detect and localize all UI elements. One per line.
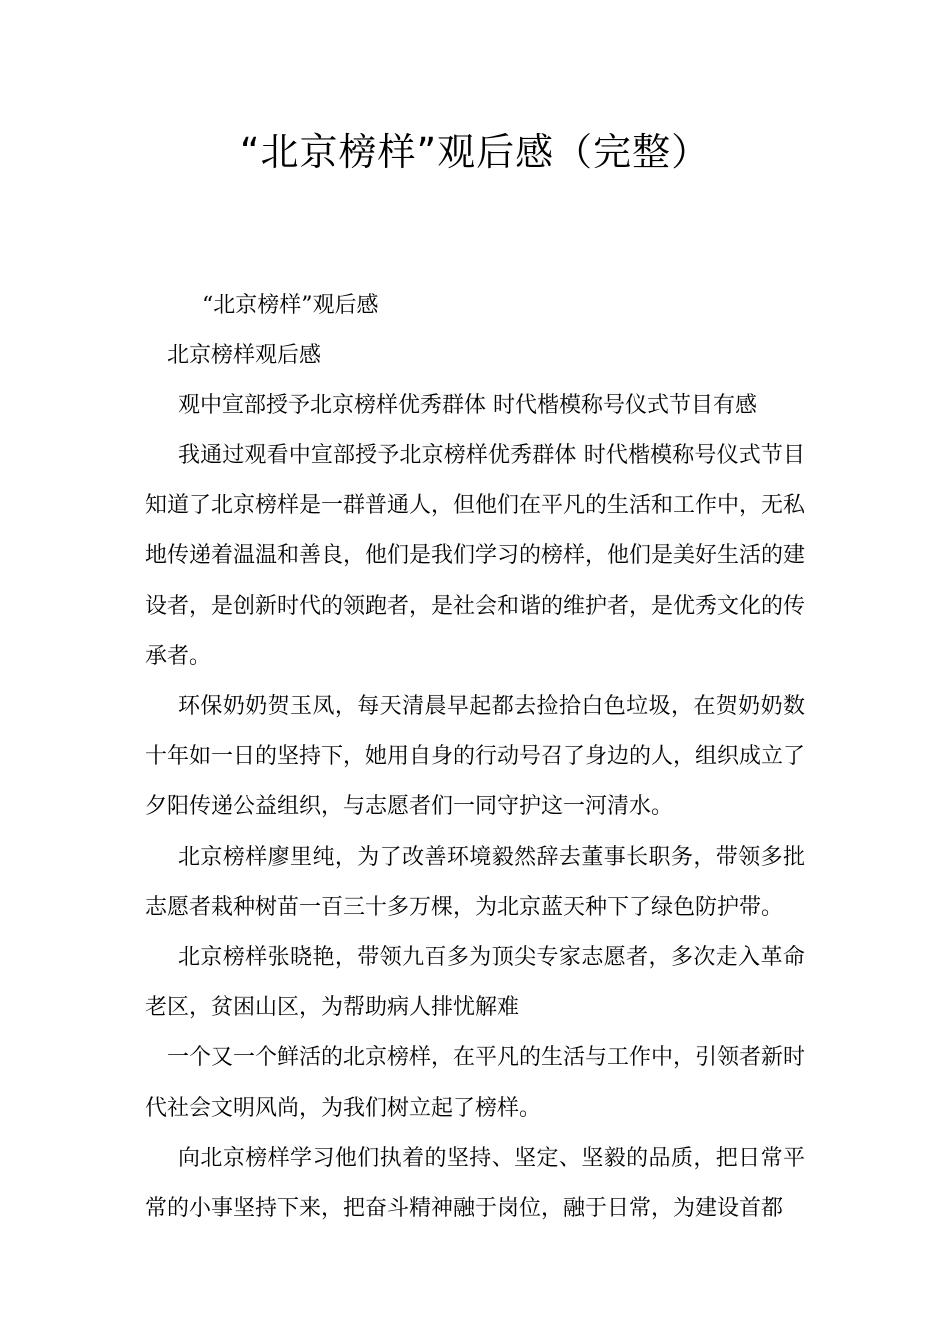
paragraph: 一个又一个鲜活的北京榜样，在平凡的生活与工作中，引领者新时代社会文明风尚，为我们树立起了榜样。 <box>145 1045 806 1121</box>
paragraph: 北京榜样廖里纯，为了改善环境毅然辞去董事长职务，带领多批志愿者栽种树苗一百三十多万棵，为北京蓝天种下了绿色防护带。 <box>145 844 805 920</box>
paragraph: 北京榜样张晓艳，带领九百多为顶尖专家志愿者，多次走入革命老区，贫困山区，为帮助病人排忧解难 <box>145 945 805 1021</box>
paragraph: 向北京榜样学习他们执着的坚持、坚定、坚毅的品质，把日常平常的小事坚持下来，把奋斗精神融于岗位，融于日常，为建设首都 <box>145 1145 805 1222</box>
document-subtitle: “北京榜样”观后感 <box>202 293 379 318</box>
paragraph: 环保奶奶贺玉凤，每天清晨早起都去捡拾白色垃圾，在贺奶奶数十年如一日的坚持下，她用自身的行动号召了身边的人，组织成立了夕阳传递公益组织，与志愿者们一同守护这一河清水。 <box>145 694 806 820</box>
document-title: “北京榜样”观后感（完整） <box>239 130 711 174</box>
document-body <box>145 281 805 1234</box>
document-lead: 观中宣部授予北京榜样优秀群体 时代楷模称号仪式节目有感 <box>178 393 757 418</box>
paragraph: 我通过观看中宣部授予北京榜样优秀群体 时代楷模称号仪式节目知道了北京榜样是一群普通人，但他们在平凡的生活和工作中，无私地传递着温温和善良，他们是我们学习的榜样，他们是美好生活的建设者，是创新时代的领跑者，是社会和谐的维护者，是优秀文化的传承者。 <box>145 443 806 669</box>
document-heading: 北京榜样观后感 <box>167 343 322 368</box>
